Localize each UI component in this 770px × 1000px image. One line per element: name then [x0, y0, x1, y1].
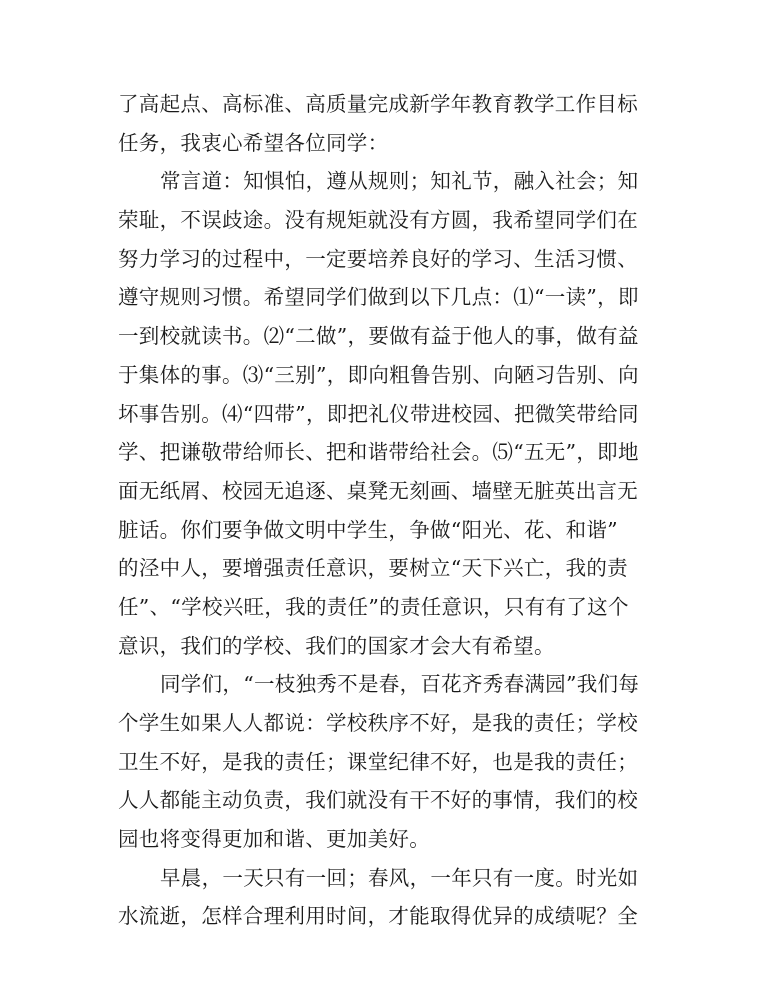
text-line: 学、把谦敬带给师长、把和谐带给社会。⑸“五无”，即地 [118, 440, 639, 465]
text-line: 卫生不好，是我的责任；课堂纪律不好，也是我的责任； [118, 749, 638, 774]
text-line: 任务，我衷心希望各位同学： [118, 130, 389, 155]
text-line: 面无纸屑、校园无追逐、桌凳无刻画、墙壁无脏英出言无 [118, 478, 638, 503]
paragraph-start-line: 同学们，“一枝独秀不是春，百花齐秀春满园”我们每 [160, 672, 640, 697]
text-line: 一到校就读书。⑵“二做”，要做有益于他人的事，做有益 [118, 324, 639, 349]
text-line: 遵守规则习惯。希望同学们做到以下几点：⑴“一读”，即 [118, 285, 639, 310]
text-line: 意识，我们的学校、我们的国家才会大有希望。 [118, 633, 555, 658]
paragraph-start-line: 常言道：知惧怕，遵从规则；知礼节，融入社会；知 [160, 169, 639, 194]
text-line: 任”、“学校兴旺，我的责任”的责任意识，只有有了这个 [118, 594, 629, 619]
text-line: 脏话。你们要争做文明中学生，争做“阳光、花、和谐” [118, 517, 618, 542]
text-line: 努力学习的过程中，一定要培养良好的学习、生活习惯、 [118, 246, 638, 271]
text-line: 园也将变得更加和谐、更加美好。 [118, 827, 430, 852]
text-line: 个学生如果人人都说：学校秩序不好，是我的责任；学校 [118, 711, 638, 735]
text-line: 水流逝，怎样合理利用时间，才能取得优异的成绩呢？全 [118, 904, 638, 929]
text-line: 的泾中人，要增强责任意识，要树立“天下兴亡，我的责 [118, 556, 628, 581]
text-line: 荣耻，不误歧途。没有规矩就没有方圆，我希望同学们在 [118, 208, 638, 233]
body-text [118, 85, 642, 936]
text-line: 了高起点、高标准、高质量完成新学年教育教学工作目标 [118, 92, 638, 116]
paragraph-start-line: 早晨，一天只有一回；春风，一年只有一度。时光如 [160, 865, 639, 890]
text-line: 坏事告别。⑷“四带”，即把礼仪带进校园、把微笑带给同 [118, 401, 639, 426]
text-line: 人人都能主动负责，我们就没有干不好的事情，我们的校 [118, 788, 638, 813]
text-line: 于集体的事。⑶“三别”，即向粗鲁告别、向陋习告别、向 [118, 362, 639, 387]
